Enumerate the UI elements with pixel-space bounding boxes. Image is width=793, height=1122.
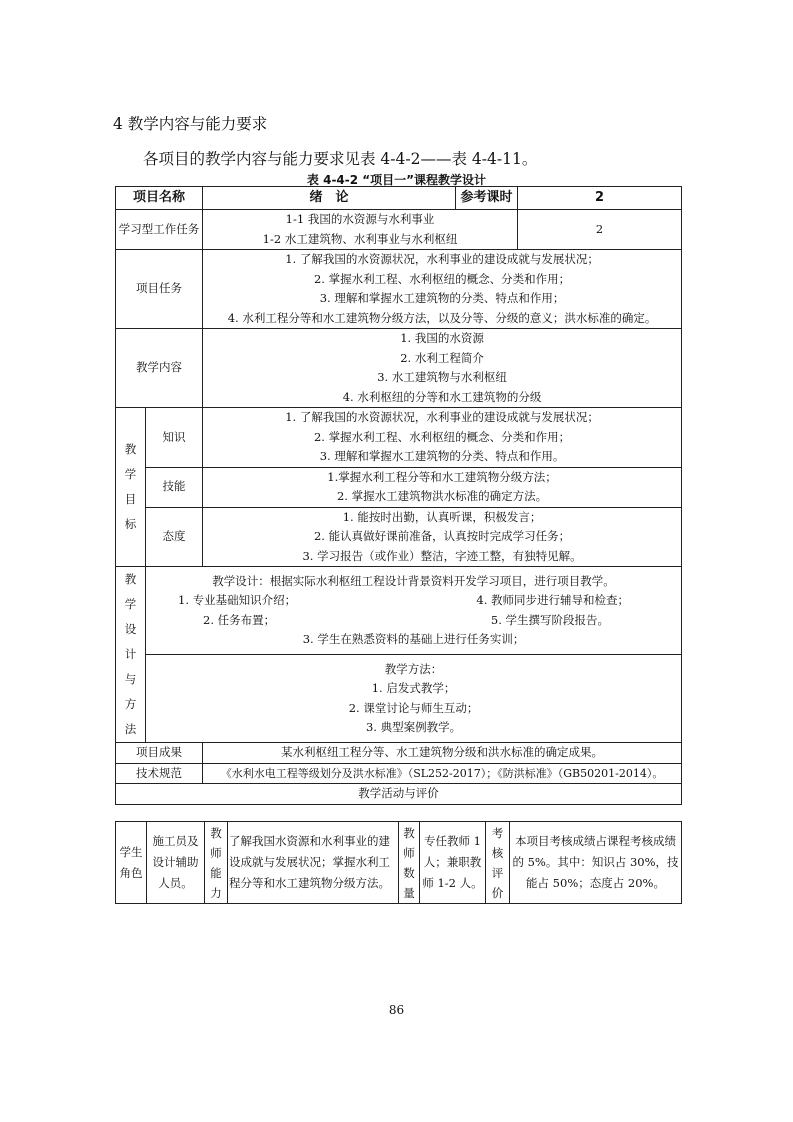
content-item: 2. 水利工程简介: [400, 350, 484, 365]
method-item: 1. 启发式教学；: [371, 681, 456, 695]
activities-heading-row: [116, 784, 682, 805]
work-tasks-list: [203, 210, 518, 250]
objectives-skills-row: [116, 467, 682, 507]
results-row: [116, 743, 682, 764]
skill-item: 1.掌握水利工程分等和水工建筑物分级方法；: [327, 469, 557, 484]
skills-list: [203, 467, 682, 507]
design-row: [116, 567, 682, 655]
content-item: 3. 水工建筑物与水利枢纽: [377, 370, 507, 384]
knowledge-item: 3. 理解和掌握水工建筑物的分类、特点和作用。: [319, 449, 565, 463]
design-step: 2. 任务布置；: [203, 612, 276, 627]
knowledge-label: 知识: [146, 408, 203, 468]
student-role-value: 施工员及设计辅助人员。: [147, 822, 205, 904]
design-step: 4. 教师同步进行辅导和检查；: [476, 593, 630, 607]
teacher-ability-label: 教师能力: [205, 822, 228, 904]
work-task-item: 1-2 水工建筑物、水利事业与水利枢纽: [262, 231, 458, 246]
method-item: 2. 课堂讨论与师生互动；: [348, 700, 479, 715]
standards-row: [116, 763, 682, 784]
teacher-count-label: 教师数量: [399, 822, 420, 904]
knowledge-item: 2. 掌握水利工程、水利枢纽的概念、分类和作用；: [313, 429, 571, 444]
project-name-label: 项目名称: [116, 187, 203, 210]
objectives-label: 教 学 目 标: [116, 408, 146, 567]
activities-heading: 教学活动与评价: [116, 784, 682, 805]
content-item: 1. 我国的水资源: [400, 331, 484, 345]
work-tasks-label: 学习型工作任务: [116, 210, 203, 250]
design-methods-label: 教 学 设 计 与 方 法: [116, 567, 146, 743]
objectives-attitude-row: [116, 507, 682, 567]
project-task-item: 3. 理解和掌握水工建筑物的分类、特点和作用；: [319, 291, 565, 305]
assessment-value: 本项目考核成绩占课程考核成绩的 5%。其中：知识占 30%，技能占 50%；态度占 20%。: [510, 822, 682, 904]
skill-item: 2. 掌握水工建筑物洪水标准的确定方法。: [336, 489, 548, 503]
method-item: 3. 典型案例教学。: [365, 720, 462, 734]
design-step: 5. 学生撰写阶段报告。: [490, 612, 610, 627]
page-number: 86: [388, 1003, 405, 1017]
work-tasks-row: [116, 210, 682, 250]
teaching-design-cell: [146, 567, 682, 655]
knowledge-list: [203, 408, 682, 468]
teaching-content-label: 教学内容: [116, 329, 203, 408]
attitude-item: 1. 能按时出勤，认真听课，积极发言；: [342, 509, 542, 524]
design-step: 1. 专业基础知识介绍；: [178, 593, 297, 607]
standards-label: 技术规范: [116, 763, 203, 784]
knowledge-item: 1. 了解我国的水资源状况，水利事业的建设成就与发展状况；: [285, 410, 599, 424]
skills-label: 技能: [146, 467, 203, 507]
work-task-item: 1-1 我国的水资源与水利事业: [285, 212, 435, 226]
objectives-knowledge-row: [116, 408, 682, 468]
activities-row: [116, 822, 682, 904]
project-name-value: 绪 论: [203, 187, 456, 210]
attitude-item: 2. 能认真做好课前准备，认真按时完成学习任务；: [313, 529, 571, 543]
section-heading: 4 教学内容与能力要求: [113, 115, 268, 133]
design-title: 教学设计：根据实际水利枢纽工程设计背景资料开发学习项目，进行项目教学。: [212, 573, 615, 588]
project-tasks-label: 项目任务: [116, 250, 203, 329]
hours-value: 2: [518, 187, 682, 210]
attitude-list: [203, 507, 682, 567]
assessment-label: 考核评价: [486, 822, 510, 904]
project-task-item: 2. 掌握水利工程、水利枢纽的概念、分类和作用；: [313, 271, 571, 286]
project-task-item: 4. 水利工程分等和水工建筑物分级方法，以及分等、分级的意义；洪水标准的确定。: [227, 310, 657, 325]
intro-paragraph: 各项目的教学内容与能力要求见表 4-4-2——表 4-4-11。: [143, 150, 538, 168]
project-task-item: 1. 了解我国的水资源状况，水利事业的建设成就与发展状况；: [285, 252, 599, 266]
methods-title: 教学方法：: [384, 661, 443, 676]
work-tasks-hours: 2: [518, 210, 682, 250]
teacher-ability-value: 了解我国水资源和水利事业的建设成就与发展状况；掌握水利工程分等和水工建筑物分级方法。: [228, 822, 399, 904]
design-step: 3. 学生在熟悉资料的基础上进行任务实训；: [302, 632, 525, 646]
teaching-content-row: [116, 329, 682, 408]
project-tasks-row: [116, 250, 682, 329]
hours-label: 参考课时: [456, 187, 518, 210]
results-value: 某水利枢纽工程分等、水工建筑物分级和洪水标准的确定成果。: [203, 743, 682, 764]
methods-row: [116, 655, 682, 743]
teacher-count-value: 专任教师 1 人；兼职教师 1-2 人。: [420, 822, 486, 904]
activities-table: [115, 821, 682, 904]
teaching-methods-cell: [146, 655, 682, 743]
standards-value: 《水利水电工程等级划分及洪水标准》（SL252-2017）；《防洪标准》（GB50201-2014）。: [203, 763, 682, 784]
student-role-label: 学生角色: [116, 822, 147, 904]
attitude-item: 3. 学习报告（或作业）整洁，字迹工整，有独特见解。: [302, 548, 582, 563]
table-caption: 表 4-4-2 “项目一”课程教学设计: [306, 173, 487, 187]
attitude-label: 态度: [146, 507, 203, 567]
teaching-content-list: [203, 329, 682, 408]
project-tasks-list: [203, 250, 682, 329]
content-item: 4. 水利枢纽的分等和水工建筑物的分级: [342, 389, 542, 404]
results-label: 项目成果: [116, 743, 203, 764]
course-design-table: [115, 186, 682, 805]
header-row: [116, 187, 682, 210]
